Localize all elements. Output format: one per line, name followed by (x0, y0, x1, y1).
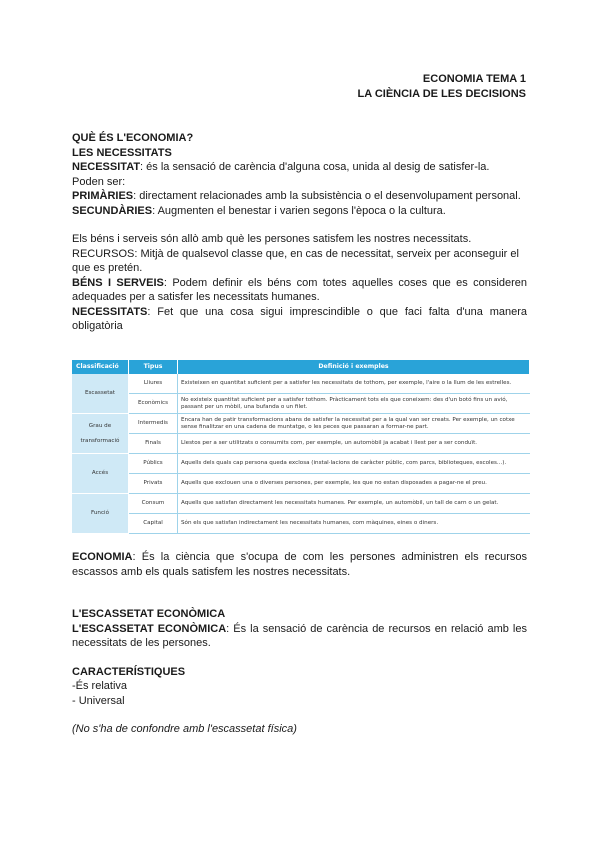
table-header-definicio: Definició i exemples (178, 360, 530, 375)
group-cell: Funció (72, 494, 129, 534)
term: NECESSITAT (72, 161, 141, 173)
term: L'ESCASSETAT ECONÒMICA (72, 622, 227, 635)
table-header-classificacio: Classificació (72, 360, 129, 375)
definition-economia (72, 550, 527, 579)
group-cell: Grau de transformació (72, 414, 129, 454)
type-cell: Intermedis (129, 414, 178, 434)
type-cell: Consum (129, 494, 178, 514)
term: BÉNS I SERVEIS (72, 276, 164, 289)
note-escassetat-fisica: (No s'ha de confondre amb l'escassetat física) (72, 723, 297, 735)
definition-necessitats (72, 305, 527, 334)
definition-cell: Aquells dels quals cap persona queda exclosa (instal·lacions de caràcter públic, com parcs, biblioteques, escoles...). (178, 454, 530, 474)
table-row (72, 454, 530, 474)
definition-necessitat (72, 160, 527, 175)
type-cell: Privats (129, 474, 178, 494)
table-row (72, 414, 530, 434)
type-cell: Lliures (129, 374, 178, 394)
poden-ser-text: Poden ser: (72, 175, 126, 188)
section-heading-economia: QUÈ ÉS L'ECONOMIA? (72, 132, 194, 144)
definition-secundaries (72, 204, 527, 219)
table-header-tipus: Tipus (129, 360, 178, 375)
section-heading-escassetat: L'ESCASSETAT ECONÒMICA (72, 608, 226, 620)
list-item: -És relativa (72, 680, 128, 692)
definition-cell: Aquells que exclouen una o diverses persones, per exemple, les que no estan disposades a pagar-ne el preu. (178, 474, 530, 494)
type-cell: Públics (129, 454, 178, 474)
definition-cell: Llestos per a ser utilitzats o consumits com, per exemple, un automòbil ja acabat i llest per a ser conduït. (178, 434, 530, 454)
table-row (72, 434, 530, 454)
classification-table (72, 360, 530, 535)
table-row (72, 514, 530, 534)
definition-cell: Existeixen en quantitat suficient per a satisfer les necessitats de tothom, per exemple, l'aire o la llum de les estrelles. (178, 374, 530, 394)
definition-recursos: RECURSOS: Mitjà de qualsevol classe que, en cas de necessitat, serveix per aconseguir el que es pretén. (72, 247, 519, 274)
classification-table-figure (72, 360, 530, 535)
type-cell: Capital (129, 514, 178, 534)
table-row (72, 474, 530, 494)
header-subtitle: LA CIÈNCIA DE LES DECISIONS (357, 88, 526, 100)
term: PRIMÀRIES (72, 190, 134, 202)
definition-cell: Aquells que satisfan directament les necessitats humanes. Per exemple, un automòbil, un tall de carn o un gelat. (178, 494, 530, 514)
definition-bens-serveis (72, 276, 527, 305)
definition-text: : directament relacionades amb la subsistència o el desenvolupament personal. (133, 190, 521, 202)
term: NECESSITATS (72, 305, 148, 318)
definition-text: : És la ciència que s'ocupa de com les persones administren els recursos escassos amb els quals satisfem les nostres necessitats. (72, 551, 527, 578)
group-cell: Accés (72, 454, 129, 494)
definition-text: : Fet que una cosa sigui imprescindible o que faci falta d'una manera obligatòria (72, 305, 527, 332)
table-row (72, 494, 530, 514)
bens-serveis-intro: Els béns i serveis són allò amb què les persones satisfem les nostres necessitats. (72, 233, 472, 245)
document-body (72, 131, 527, 737)
definition-text: : Augmenten el benestar i varien segons l'època o la cultura. (152, 204, 446, 217)
table-row (72, 374, 530, 394)
group-cell: Escassetat (72, 374, 129, 414)
header-title: ECONOMIA TEMA 1 (422, 73, 526, 85)
definition-text: : Podem definir els béns com totes aquelles coses que es consideren adequades per a satisfer les necessitats humanes. (72, 276, 527, 303)
list-item: - Universal (72, 694, 125, 707)
definition-escassetat (72, 622, 527, 651)
section-heading-caracteristiques: CARACTERÍSTIQUES (72, 665, 186, 678)
document-header (358, 72, 526, 102)
subheading-necessitats: LES NECESSITATS (72, 146, 172, 159)
definition-text: : és la sensació de carència d'alguna cosa, unida al desig de satisfer-la. (140, 161, 490, 173)
definition-cell: No existeix quantitat suficient per a satisfer tothom. Pràcticament tots els que coneixem: des d'un botó fins un avió, passant per un mòbil, una bufanda o un filet. (178, 394, 530, 414)
type-cell: Finals (129, 434, 178, 454)
term: ECONOMIA (72, 551, 133, 563)
definition-cell: Són els que satisfan indirectament les necessitats humanes, com màquines, eines o diners. (178, 514, 530, 534)
definition-cell: Encara han de patir transformacions abans de satisfer la necessitat per a la qual van ser creats. Per exemple, un cotxe sense finalitzar en una cadena de muntatge, o les peces que passaran a formar-ne part. (178, 414, 530, 434)
definition-primaries (72, 189, 527, 204)
type-cell: Econòmics (129, 394, 178, 414)
term: SECUNDÀRIES (72, 204, 153, 217)
definition-text: : És la sensació de carència de recursos en relació amb les necessitats de les persones. (72, 622, 527, 649)
table-row (72, 394, 530, 414)
